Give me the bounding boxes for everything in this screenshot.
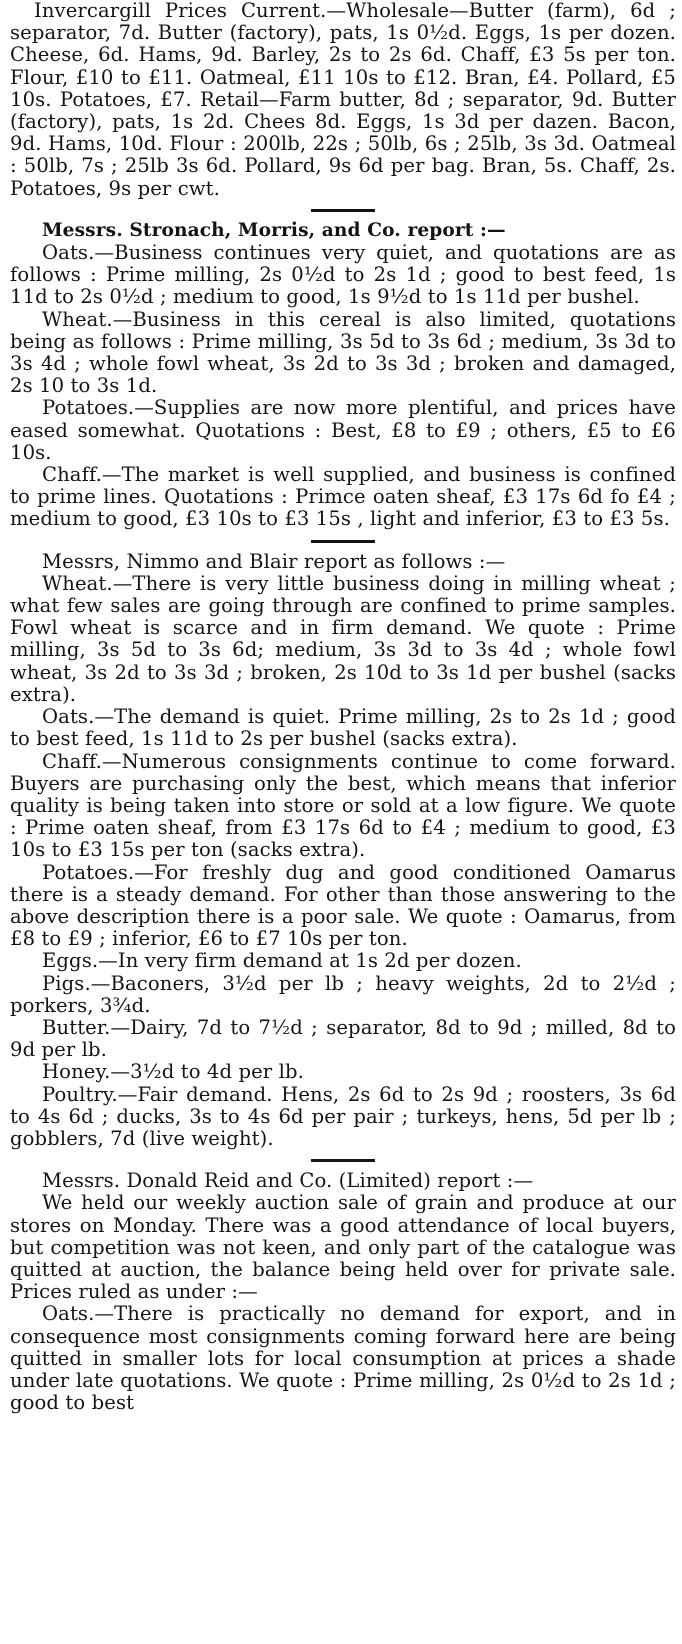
reid-oats-paragraph: Oats.—There is practically no demand for export, and in consequence most consignments coming forward here are being quitted in smaller lots for local consumption at prices a shade under late quotations. We quote : Prime milling, 2s 0½d to 2s 1d ; good to best [10,1302,676,1415]
stronach-potatoes-paragraph: Potatoes.—Supplies are now more plentiful, and prices have eased somewhat. Quotations : Best, £8 to £9 ; others, £5 to £6 10s. [10,396,676,464]
stronach-chaff-paragraph: Chaff.—The market is well supplied, and business is confined to prime lines. Quotations : Primce oaten sheaf, £3 17s 6d fo £4 ; medium to good, £3 10s to £3 15s , light and inferior, £3 to £3 5s. [10,463,676,531]
nimmo-honey-paragraph: Honey.—3½d to 4d per lb. [42,1060,304,1084]
nimmo-oats-paragraph: Oats.—The demand is quiet. Prime milling, 2s to 2s 1d ; good to best feed, 1s 11d to 2s per bushel (sacks extra). [10,705,676,751]
reid-report-heading: Messrs. Donald Reid and Co. (Limited) report :— [42,1169,534,1193]
section-rule [311,1159,375,1162]
section-rule [311,209,375,212]
section-rule [311,540,375,543]
nimmo-report-heading: Messrs, Nimmo and Blair report as follows :— [42,549,506,573]
nimmo-pigs-paragraph: Pigs.—Baconers, 3½d per lb ; heavy weights, 2d to 2½d ; porkers, 3¾d. [10,971,676,1017]
nimmo-eggs-paragraph: Eggs.—In very firm demand at 1s 2d per dozen. [42,949,522,973]
nimmo-chaff-paragraph: Chaff.—Numerous consignments continue to come forward. Buyers are purchasing only the best, which means that inferior quality is being taken into store or sold at a low figure. We quote : Prime oaten sheaf, from £3 17s 6d to £4 ; medium to good, £3 10s to £3 15s per ton (sacks extra). [10,749,676,862]
nimmo-wheat-paragraph: Wheat.—There is very little business doing in milling wheat ; what few sales are going through are confined to prime samples. Fowl wheat is scarce and in firm demand. We quote : Prime milling, 3s 5d to 3s 6d; medium, 3s 3d to 3s 4d ; whole fowl wheat, 3s 2d to 3s 3d ; broken, 2s 10d to 3s 1d per bushel (sacks extra). [10,571,676,706]
nimmo-potatoes-paragraph: Potatoes.—For freshly dug and good conditioned Oamarus there is a steady demand. For other than those answering to the above description there is a poor sale. We quote : Oamarus, from £8 to £9 ; inferior, £6 to £7 10s per ton. [10,860,676,951]
stronach-wheat-paragraph: Wheat.—Business in this cereal is also limited, quotations being as follows : Prime milling, 3s 5d to 3s 6d ; medium, 3s 3d to 3s 4d ; whole fowl wheat, 3s 2d to 3s 3d ; broken and damaged, 2s 10 to 3s 1d. [10,307,676,398]
invercargill-prices-paragraph: Invercargill Prices Current.—Wholesale—Butter (farm), 6d ; separator, 7d. Butter (factory), pats, 1s 0½d. Eggs, 1s per dozen. Cheese, 6d. Hams, 9d. Barley, 2s to 2s 6d. Chaff, £3 5s per ton. Flour, £10 to £11. Oatmeal, £11 10s to £12. Bran, £4. Pollard, £5 10s. Potatoes, £7. Retail—Farm butter, 8d ; separator, 9d. Butter (factory), pats, 1s 2d. Chees 8d. Eggs, 1s 3d per dazen. Bacon, 9d. Hams, 10d. Flour : 200lb, 22s ; 50lb, 6s ; 25lb, 3s 3d. Oatmeal : 50lb, 7s ; 25lb 3s 6d. Pollard, 9s 6d per bag. Bran, 5s. Chaff, 2s. Potatoes, 9s per cwt. [10,0,676,200]
stronach-oats-paragraph: Oats.—Business continues very quiet, and quotations are as follows : Prime milling, 2s 0½d to 2s 1d ; good to best feed, 1s 11d to 2s 0½d ; medium to good, 1s 9½d to 1s 11d per bushel. [10,241,676,309]
nimmo-poultry-paragraph: Poultry.—Fair demand. Hens, 2s 6d to 2s 9d ; roosters, 3s 6d to 4s 6d ; ducks, 3s to 4s 6d per pair ; turkeys, hens, 5d per lb ; gobblers, 7d (live weight). [10,1082,676,1150]
stronach-report-heading: Messrs. Stronach, Morris, and Co. report :— [42,219,506,241]
nimmo-butter-paragraph: Butter.—Dairy, 7d to 7½d ; separator, 8d to 9d ; milled, 8d to 9d per lb. [10,1015,676,1062]
reid-auction-paragraph: We held our weekly auction sale of grain and produce at our stores on Monday. There was a good attendance of local buyers, but competition was not keen, and only part of the catalogue was quitted at auction, the balance being held over for private sale. Prices ruled as under :— [10,1191,676,1304]
